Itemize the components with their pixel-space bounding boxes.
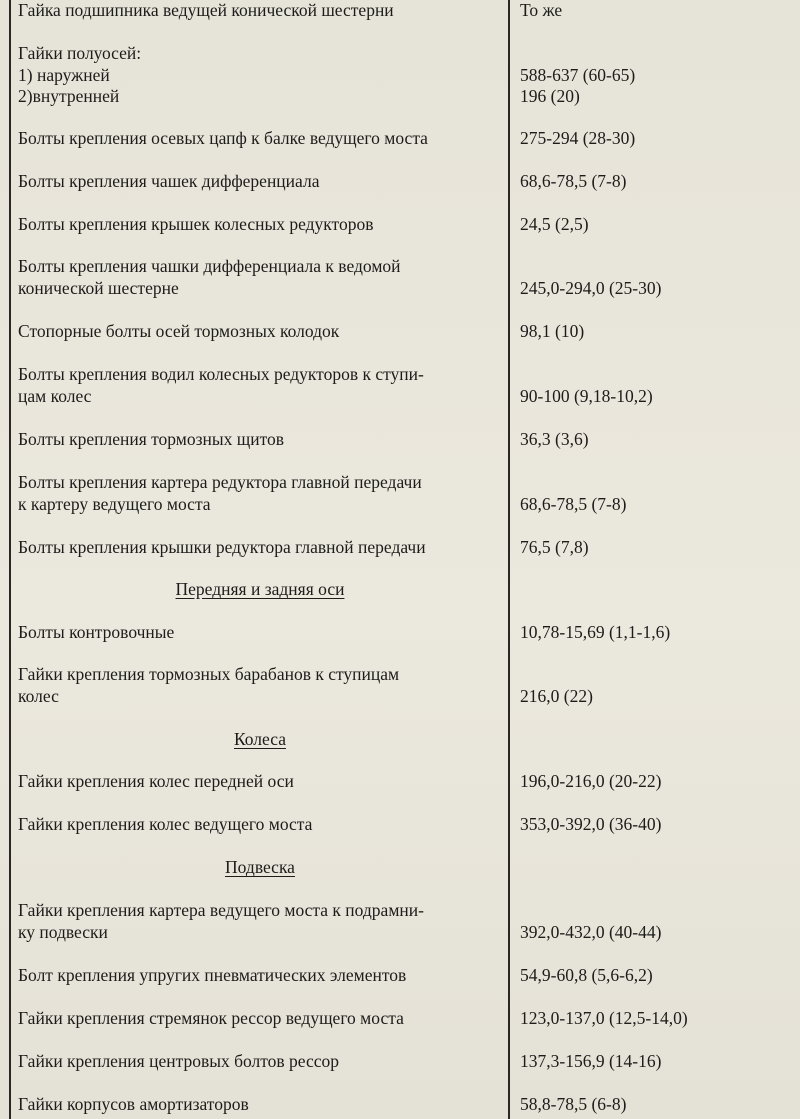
description-line: ку подвески xyxy=(18,921,108,942)
fastener-description xyxy=(18,814,502,836)
torque-value-line xyxy=(520,43,796,65)
torque-value-line: 353,0-392,0 (36-40) xyxy=(520,814,662,834)
section-heading-text: Колеса xyxy=(233,729,286,749)
torque-value-line xyxy=(520,256,796,278)
fastener-description xyxy=(18,1094,502,1116)
description-line: к картеру ведущего моста xyxy=(18,493,211,514)
torque-value xyxy=(520,622,796,644)
torque-value-line xyxy=(520,664,796,686)
description-line: Гайки крепления стремянок рессор ведущего моста xyxy=(18,1008,404,1028)
description-line: Болты крепления осевых цапф к балке ведущего моста xyxy=(18,128,428,148)
description-line: Гайки крепления центровых болтов рессор xyxy=(18,1051,340,1071)
fastener-description xyxy=(18,43,502,108)
description-line: Гайки крепления колес передней оси xyxy=(18,771,294,791)
description-line: Болты контровочные xyxy=(18,622,175,642)
torque-value-line: 36,3 (3,6) xyxy=(520,429,589,449)
description-line: Стопорные болты осей тормозных колодок xyxy=(18,321,340,341)
description-line: Гайки крепления тормозных барабанов к ступицам xyxy=(18,664,400,684)
torque-value xyxy=(520,537,796,559)
torque-value-line: 68,6-78,5 (7-8) xyxy=(520,171,627,191)
torque-value-line xyxy=(520,900,796,922)
description-line: Болты крепления картера редуктора главной передачи xyxy=(18,472,422,492)
torque-value xyxy=(520,321,796,343)
torque-value xyxy=(520,771,796,793)
torque-value xyxy=(520,0,796,22)
fastener-description xyxy=(18,472,502,515)
description-line: конической шестерне xyxy=(18,277,179,298)
torque-value xyxy=(520,814,796,836)
description-line: цам колес xyxy=(18,385,92,406)
torque-value-line: 196,0-216,0 (20-22) xyxy=(520,771,662,791)
torque-value-line: 54,9-60,8 (5,6-6,2) xyxy=(520,965,653,985)
torque-value-line xyxy=(520,364,796,386)
table-column-divider xyxy=(508,0,510,1119)
torque-value-line: 90-100 (9,18-10,2) xyxy=(520,385,653,406)
description-line: Болты крепления крышек колесных редукторов xyxy=(18,214,374,234)
description-line: Болты крепления тормозных щитов xyxy=(18,429,285,449)
torque-value-line: 588-637 (60-65) xyxy=(520,64,636,85)
description-line: Гайки крепления картера ведущего моста к подрамни- xyxy=(18,900,424,920)
torque-value xyxy=(520,664,796,707)
fastener-description xyxy=(18,664,502,707)
fastener-description xyxy=(18,622,502,644)
torque-value-line: 137,3-156,9 (14-16) xyxy=(520,1051,662,1071)
torque-value-line: 98,1 (10) xyxy=(520,321,585,341)
torque-value-line: 392,0-432,0 (40-44) xyxy=(520,921,662,942)
torque-value xyxy=(520,1008,796,1030)
section-heading-text: Передняя и задняя оси xyxy=(175,579,345,599)
torque-value-line xyxy=(520,472,796,494)
fastener-description xyxy=(18,900,502,943)
section-heading xyxy=(18,857,502,879)
torque-value xyxy=(520,364,796,407)
description-line: Болты крепления крышки редуктора главной передачи xyxy=(18,537,426,557)
fastener-description xyxy=(18,537,502,559)
torque-value-line: То же xyxy=(520,0,563,20)
table-left-border xyxy=(9,0,11,1119)
torque-value-line: 24,5 (2,5) xyxy=(520,214,589,234)
torque-value xyxy=(520,1094,796,1116)
torque-value-line: 245,0-294,0 (25-30) xyxy=(520,277,662,298)
fastener-description xyxy=(18,214,502,236)
fastener-description xyxy=(18,171,502,193)
description-line: колес xyxy=(18,685,59,706)
torque-value-line: 123,0-137,0 (12,5-14,0) xyxy=(520,1008,688,1028)
section-heading xyxy=(18,729,502,751)
description-line: 1) наружней xyxy=(18,64,110,85)
description-line: Болты крепления водил колесных редукторов к ступи- xyxy=(18,364,424,384)
torque-value xyxy=(520,214,796,236)
torque-value-line: 76,5 (7,8) xyxy=(520,537,589,557)
description-line: Болты крепления чашки дифференциала к ведомой xyxy=(18,256,401,276)
fastener-description xyxy=(18,965,502,987)
torque-value xyxy=(520,965,796,987)
torque-value-line: 275-294 (28-30) xyxy=(520,128,636,148)
section-heading xyxy=(18,579,502,601)
torque-value xyxy=(520,171,796,193)
description-line: Гайки полуосей: xyxy=(18,43,142,63)
fastener-description xyxy=(18,321,502,343)
torque-value-line: 68,6-78,5 (7-8) xyxy=(520,493,627,514)
description-line: Гайки крепления колес ведущего моста xyxy=(18,814,313,834)
torque-value-line: 196 (20) xyxy=(520,86,580,106)
torque-value xyxy=(520,1051,796,1073)
description-line: Гайка подшипника ведущей конической шестерни xyxy=(18,0,394,20)
fastener-description xyxy=(18,364,502,407)
torque-value xyxy=(520,256,796,299)
description-line: Гайки корпусов амортизаторов xyxy=(18,1094,249,1114)
torque-value-line: 58,8-78,5 (6-8) xyxy=(520,1094,627,1114)
fastener-description xyxy=(18,429,502,451)
torque-value xyxy=(520,43,796,108)
description-line: 2)внутренней xyxy=(18,86,120,106)
torque-value-line: 216,0 (22) xyxy=(520,685,593,706)
fastener-description xyxy=(18,771,502,793)
description-line: Болты крепления чашек дифференциала xyxy=(18,171,320,191)
torque-value xyxy=(520,472,796,515)
fastener-description xyxy=(18,128,502,150)
section-heading-text: Подвеска xyxy=(225,857,295,877)
torque-value-line: 10,78-15,69 (1,1-1,6) xyxy=(520,622,671,642)
fastener-description xyxy=(18,0,502,22)
fastener-description xyxy=(18,256,502,299)
torque-value xyxy=(520,900,796,943)
torque-value xyxy=(520,429,796,451)
description-line: Болт крепления упругих пневматических элементов xyxy=(18,965,407,985)
torque-value xyxy=(520,128,796,150)
fastener-description xyxy=(18,1008,502,1030)
fastener-description xyxy=(18,1051,502,1073)
